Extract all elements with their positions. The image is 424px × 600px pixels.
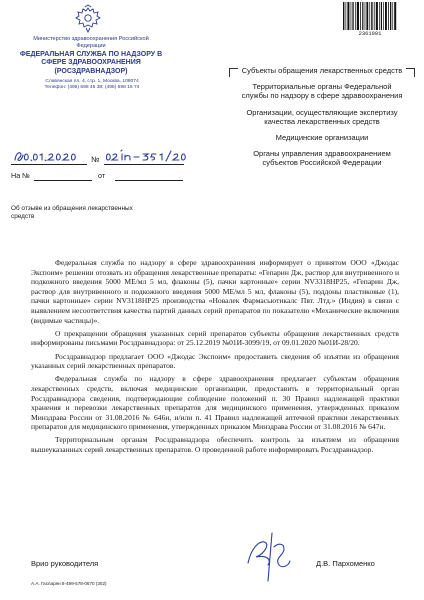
body-paragraph: Росздравнадзор предлагает ООО «Джодас Экспоим» предоставить сведения об изъятии из обращения указанных серий лекарственных препаратов.	[31, 351, 399, 371]
signatory-title: Врио руководителя	[31, 559, 99, 568]
letter-subject: Об отзыве из обращения лекарственных средств	[11, 205, 133, 221]
body-paragraph: О прекращении обращения указанных серий препаратов субъекты обращения лекарственных средств информированы письмами Росздравнадзора: от 25.12.2019 №01И-3099/19, от 09.01.2020 №01И-28/20.	[31, 328, 399, 348]
body-paragraph: Федеральная служба по надзору в сфере здравоохранения предлагает субъектам обращения лекарственных средств, включая медицинские организации, предоставить в территориальный орган Росздравнадзора сведения, подтверждающие соблюдение положений п. 30 Правил надлежащей практики хранения и перевозки лекарственных препаратов для медицинского применения, утвержденных приказом Минздрава России от 31.08.2016 № 646н, и/или п. 41 Правил надлежащей аптечной практики лекарственных препаратов для медицинского применения, утвержденных приказом Минздрава России от 31.08.2016 № 647н.	[31, 374, 399, 432]
recipient: Субъекты обращения лекарственных средств	[241, 66, 403, 75]
agency-name: ФЕДЕРАЛЬНАЯ СЛУЖБА ПО НАДЗОРУ В СФЕРЕ ЗДРАВООХРАНЕНИЯ (РОСЗДРАВНАДЗОР)	[19, 51, 163, 75]
handwritten-date	[12, 145, 92, 165]
letter-body	[31, 258, 399, 458]
body-paragraph: Федеральная служба по надзору в сфере здравоохранения информирует о принятом ООО «Джодас Экспоим» решении отозвать из обращения лекарственные препараты: «Гепарин Дж, раствор для внутривенного и подкожного введения 5000 МЕ/мл 5 мл, флаконы (5), пачки картонные» серии NV3318HP25, «Гепарин Дж, раствор для внутривенного и подкожного введения 5000 МЕ/мл 5 мл, флаконы (5), поддоны пластиковые (1), пачки картонные» серии NV3118HP25 производства «Новалек Фармасьютикалс Пвт. Лтд.» (Индия) в связи с выявлением несоответствия качества партий данных серий препаратов по показателю «Механические включения (видимые частицы)».	[31, 258, 399, 325]
recipients-block	[240, 66, 404, 175]
agency-address	[22, 79, 162, 92]
recipient-bracket-left	[229, 68, 238, 77]
registration-number-label: №	[91, 155, 100, 164]
barcode-icon	[342, 2, 398, 30]
registration-date-line	[11, 164, 87, 165]
reference-date-line	[115, 180, 183, 181]
ministry-name: Министерство здравоохранения Российской Федерации	[33, 36, 149, 49]
signatory-name: Д.В. Пархоменко	[316, 559, 375, 568]
reference-number-line	[34, 180, 92, 181]
reference-date-label: от	[98, 171, 106, 180]
barcode-number: 2361091	[358, 31, 382, 37]
address-line: Славянская пл. 4, стр. 1, Москва, 109074	[45, 79, 139, 84]
registration-number-line	[104, 164, 184, 165]
handwritten-number	[104, 145, 188, 165]
recipient-bracket-right	[406, 68, 415, 77]
recipient: Медицинские организации	[275, 133, 369, 143]
recipient: Организации, осуществляющие экспертизу качества лекарственных средств	[246, 107, 398, 126]
phone-line: Телефон: (495) 698 45 38; (495) 698 15 74	[44, 85, 140, 91]
recipient: Территориальные органы Федеральной службы по надзору в сфере здравоохранения	[241, 82, 403, 101]
reference-number-label: На №	[11, 171, 30, 180]
body-paragraph: Территориальным органам Росздравнадзора обеспечить контроль за изъятием из обращения вышеуказанных серий лекарственных препаратов. О проведенной работе информировать Росздравнадзор.	[31, 435, 399, 455]
coat-of-arms-icon	[73, 4, 103, 34]
executor-contact: А.А. Гаспарян 8-499-578-0670 (302)	[31, 581, 107, 586]
recipient: Органы управления здравоохранением субъектов Российской Федерации	[253, 149, 391, 168]
handwritten-signature-icon	[228, 525, 308, 585]
